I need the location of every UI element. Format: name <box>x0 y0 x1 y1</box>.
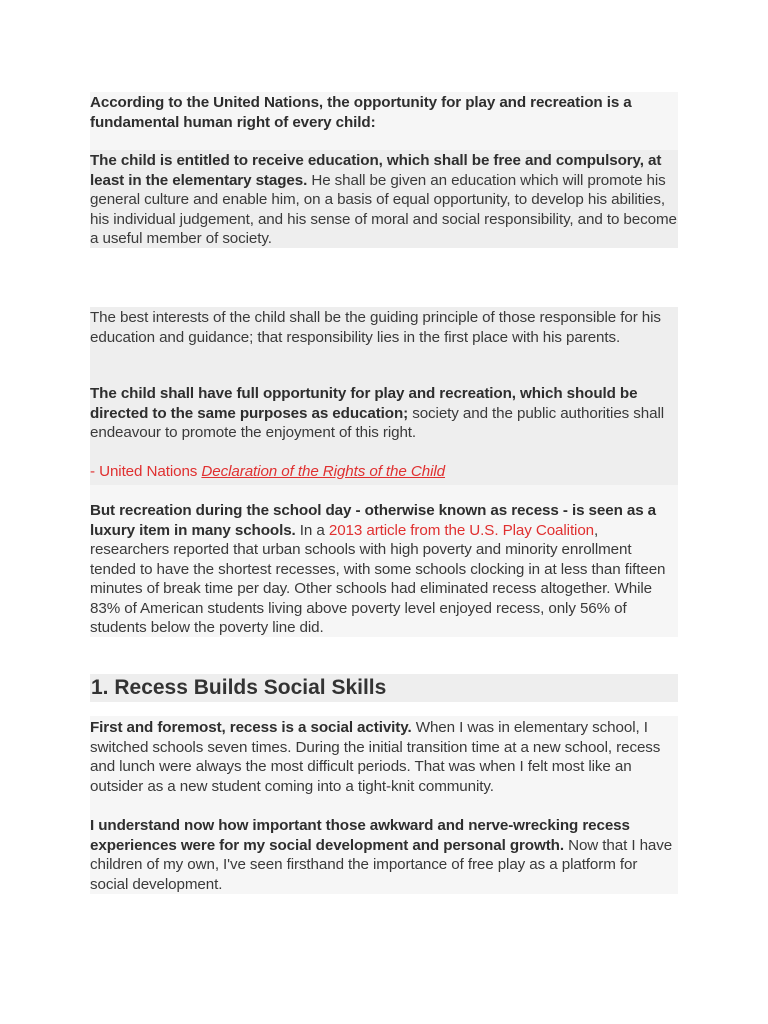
quote-best-interests-text: The best interests of the child shall be the guiding principle of those responsible for his education and guidance; that responsibility lies in the first place with his parents. <box>90 309 661 346</box>
social-activity-paragraph <box>90 716 678 798</box>
quote-education-paragraph <box>90 150 678 248</box>
quote-education-bold: The child is entitled to receive education, which shall be free and compulsory, at least in the elementary stages. <box>90 152 662 189</box>
quote-education-text: He shall be given an education which will promote his general culture and enable him, on a basis of equal opportunity, to develop his abilities, his individual judgement, and his sense of moral and social responsibility, and to become a useful member of society. <box>90 171 677 247</box>
quote-play-paragraph <box>90 367 678 447</box>
intro-paragraph <box>90 92 678 150</box>
recess-text: , researchers reported that urban schools with high poverty and minority enrollment tended to have the shortest recesses, with some schools clocking in at less than fifteen minutes of break time per day. Other schools had eliminated recess altogether. While 83% of American students living above poverty level enjoyed recess, only 56% of students below the poverty line did. <box>90 521 666 636</box>
awkward-experiences-bold: I understand now how important those awkward and nerve-wrecking recess experiences were for my social development and personal growth. <box>90 817 630 854</box>
declaration-link[interactable]: Declaration of the Rights of the Child <box>201 463 445 480</box>
recess-bold: But recreation during the school day - otherwise known as recess - is seen as a luxury item in many schools. <box>90 502 657 539</box>
section-heading-social-skills: 1. Recess Builds Social Skills <box>90 674 678 702</box>
awkward-experiences-text: Now that I have children of my own, I've seen firsthand the importance of free play as a platform for social development. <box>90 836 673 893</box>
attribution-prefix: - United Nations <box>90 463 202 480</box>
quote-best-interests-paragraph <box>90 307 678 367</box>
recess-pre-link: In a <box>295 521 329 539</box>
play-coalition-link[interactable]: 2013 article from the U.S. Play Coalition <box>328 521 595 539</box>
attribution-paragraph <box>90 447 678 485</box>
social-activity-text: When I was in elementary school, I switched schools seven times. During the initial transition time at a new school, recess and lunch were always the most difficult periods. That was when I felt most like an outsider as a new student coming into a tight-knit community. <box>90 719 661 795</box>
recess-paragraph <box>90 485 678 637</box>
social-activity-bold: First and foremost, recess is a social activity. <box>90 719 412 736</box>
quote-play-text: society and the public authorities shall endeavour to promote the enjoyment of this right. <box>90 404 665 441</box>
quote-play-bold: The child shall have full opportunity for play and recreation, which should be directed to the same purposes as education; <box>90 385 638 422</box>
awkward-experiences-paragraph <box>90 798 678 894</box>
intro-text: According to the United Nations, the opportunity for play and recreation is a fundamental human right of every child: <box>90 94 632 131</box>
